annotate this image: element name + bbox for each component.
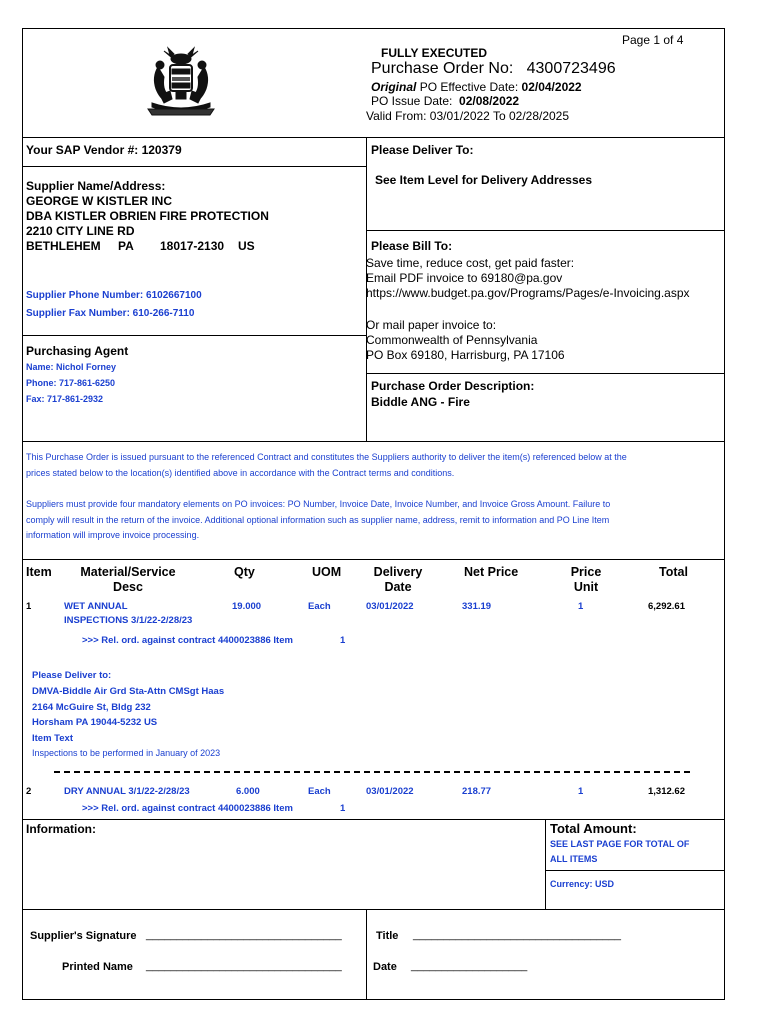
divider [22, 441, 725, 442]
bill-mail-line: Commonwealth of Pennsylvania [366, 333, 538, 347]
notice-line: Suppliers must provide four mandatory elements on PO invoices: PO Number, Invoice Date, Invoice Number, and Invoice Gross Amount. Failure to [26, 499, 611, 509]
col-item: Item [26, 565, 52, 579]
item-qty: 19.000 [232, 601, 262, 612]
item-total: 1,312.62 [648, 786, 685, 797]
supplier-fax: Supplier Fax Number: 610-266-7110 [26, 308, 195, 319]
notice-line: This Purchase Order is issued pursuant to the referenced Contract and constitutes the Suppliers authority to deliver the item(s) referenced below at the [26, 452, 627, 462]
divider [22, 559, 725, 560]
col-net-price: Net Price [464, 565, 519, 579]
supplier-zip: 18017-2130 [160, 239, 225, 253]
item-date: 03/01/2022 [366, 786, 414, 797]
deliver-text: See Item Level for Delivery Addresses [375, 173, 592, 187]
bill-line: Email PDF invoice to 69180@pa.gov [366, 271, 563, 285]
item-date: 03/01/2022 [366, 601, 414, 612]
item-contract-item: 1 [340, 635, 346, 646]
bill-line: Save time, reduce cost, get paid faster: [366, 256, 575, 270]
divider [366, 909, 367, 1000]
effective-date: Original PO Effective Date: 02/04/2022 [371, 80, 582, 94]
divider [22, 909, 725, 910]
description-text: Biddle ANG - Fire [371, 395, 470, 409]
agent-name: Name: Nichol Forney [26, 362, 117, 372]
notice-line: comply will result in the return of the invoice. Additional optional information such as supplier name, address, remit to information and PO Line Item [26, 515, 610, 525]
frame-right [724, 28, 725, 1000]
supplier-line: 2210 CITY LINE RD [26, 224, 135, 238]
divider [22, 137, 725, 138]
supplier-line: DBA KISTLER OBRIEN FIRE PROTECTION [26, 209, 269, 223]
date-field[interactable]: ___________________ [411, 960, 528, 972]
deliver-to-line: DMVA-Biddle Air Grd Sta-Attn CMSgt Haas [32, 686, 225, 697]
item-qty: 6.000 [236, 786, 260, 797]
deliver-to-label: Please Deliver to: [32, 670, 112, 681]
notice-line: prices stated below to the location(s) identified above in accordance with the Contract terms and conditions. [26, 468, 455, 478]
supplier-state: PA [118, 239, 134, 253]
item-separator [54, 771, 690, 773]
agent-fax: Fax: 717-861-2932 [26, 394, 104, 404]
item-text-label: Item Text [32, 733, 74, 744]
item-number: 1 [26, 601, 32, 612]
information-label: Information: [26, 822, 96, 836]
signature-field[interactable]: ________________________________ [146, 929, 342, 941]
total-amount-label: Total Amount: [550, 821, 637, 836]
date-label: Date [373, 961, 397, 973]
po-label: Purchase Order No: [371, 60, 514, 77]
agent-phone: Phone: 717-861-6250 [26, 378, 116, 388]
status-label: FULLY EXECUTED [381, 46, 488, 60]
col-qty: Qty [234, 565, 255, 579]
printed-name-field[interactable]: ________________________________ [146, 960, 342, 972]
item-net: 331.19 [462, 601, 492, 612]
divider [545, 870, 725, 871]
item-text: Inspections to be performed in January of 2023 [32, 748, 221, 758]
page-number: Page 1 of 4 [622, 33, 684, 47]
deliver-to-line: Horsham PA 19044-5232 US [32, 717, 158, 728]
frame-top [22, 28, 725, 29]
frame-bottom [22, 999, 725, 1000]
item-desc: INSPECTIONS 3/1/22-2/28/23 [64, 615, 193, 626]
printed-name-label: Printed Name [62, 961, 133, 973]
item-contract-item: 1 [340, 803, 346, 814]
item-number: 2 [26, 786, 32, 797]
po-number-label [371, 60, 616, 78]
item-contract: >>> Rel. ord. against contract 4400023886 Item [82, 803, 293, 814]
divider [22, 166, 367, 167]
col-desc: Material/Service Desc [80, 565, 176, 594]
agent-title: Purchasing Agent [26, 344, 129, 358]
notice-line: information will improve invoice processing. [26, 530, 200, 540]
item-net: 218.77 [462, 786, 492, 797]
col-uom: UOM [312, 565, 342, 579]
pennsylvania-coat-of-arms-icon [140, 45, 222, 121]
item-contract: >>> Rel. ord. against contract 4400023886 Item [82, 635, 293, 646]
frame-left [22, 28, 23, 1000]
col-delivery: Delivery Date [373, 565, 423, 594]
item-uom: Each [308, 786, 331, 797]
deliver-title: Please Deliver To: [371, 143, 474, 157]
divider [366, 230, 725, 231]
supplier-country: US [238, 239, 255, 253]
supplier-line: GEORGE W KISTLER INC [26, 194, 173, 208]
title-label: Title [376, 930, 399, 942]
supplier-name-label: Supplier Name/Address: [26, 179, 166, 193]
currency: Currency: USD [550, 879, 615, 889]
supplier-phone: Supplier Phone Number: 6102667100 [26, 290, 202, 301]
supplier-city: BETHLEHEM [26, 239, 101, 253]
total-note: SEE LAST PAGE FOR TOTAL OF [550, 839, 690, 849]
bill-mail-line: Or mail paper invoice to: [366, 318, 497, 332]
divider [22, 335, 367, 336]
col-total: Total [659, 565, 688, 579]
valid-range: Valid From: 03/01/2022 To 02/28/2025 [366, 109, 570, 123]
description-title: Purchase Order Description: [371, 379, 535, 393]
title-field[interactable]: __________________________________ [413, 929, 622, 941]
deliver-to-line: 2164 McGuire St, Bldg 232 [32, 702, 151, 713]
item-total: 6,292.61 [648, 601, 685, 612]
item-desc: WET ANNUAL [64, 601, 128, 612]
item-uom: Each [308, 601, 331, 612]
issue-date: PO Issue Date: 02/08/2022 [371, 94, 520, 108]
bill-mail-line: PO Box 69180, Harrisburg, PA 17106 [366, 348, 565, 362]
col-price-unit: Price Unit [570, 565, 602, 594]
divider [22, 819, 725, 820]
signature-label: Supplier's Signature [30, 930, 137, 942]
bill-title: Please Bill To: [371, 239, 453, 253]
item-unit: 1 [578, 601, 584, 612]
po-number: 4300723496 [526, 60, 616, 77]
bill-link[interactable]: https://www.budget.pa.gov/Programs/Pages/e-Invoicing.aspx [366, 286, 690, 300]
total-note: ALL ITEMS [550, 854, 598, 864]
item-desc: DRY ANNUAL 3/1/22-2/28/23 [64, 786, 190, 797]
divider [545, 819, 546, 910]
divider [366, 373, 725, 374]
sap-vendor: Your SAP Vendor #: 120379 [26, 143, 182, 157]
item-unit: 1 [578, 786, 584, 797]
